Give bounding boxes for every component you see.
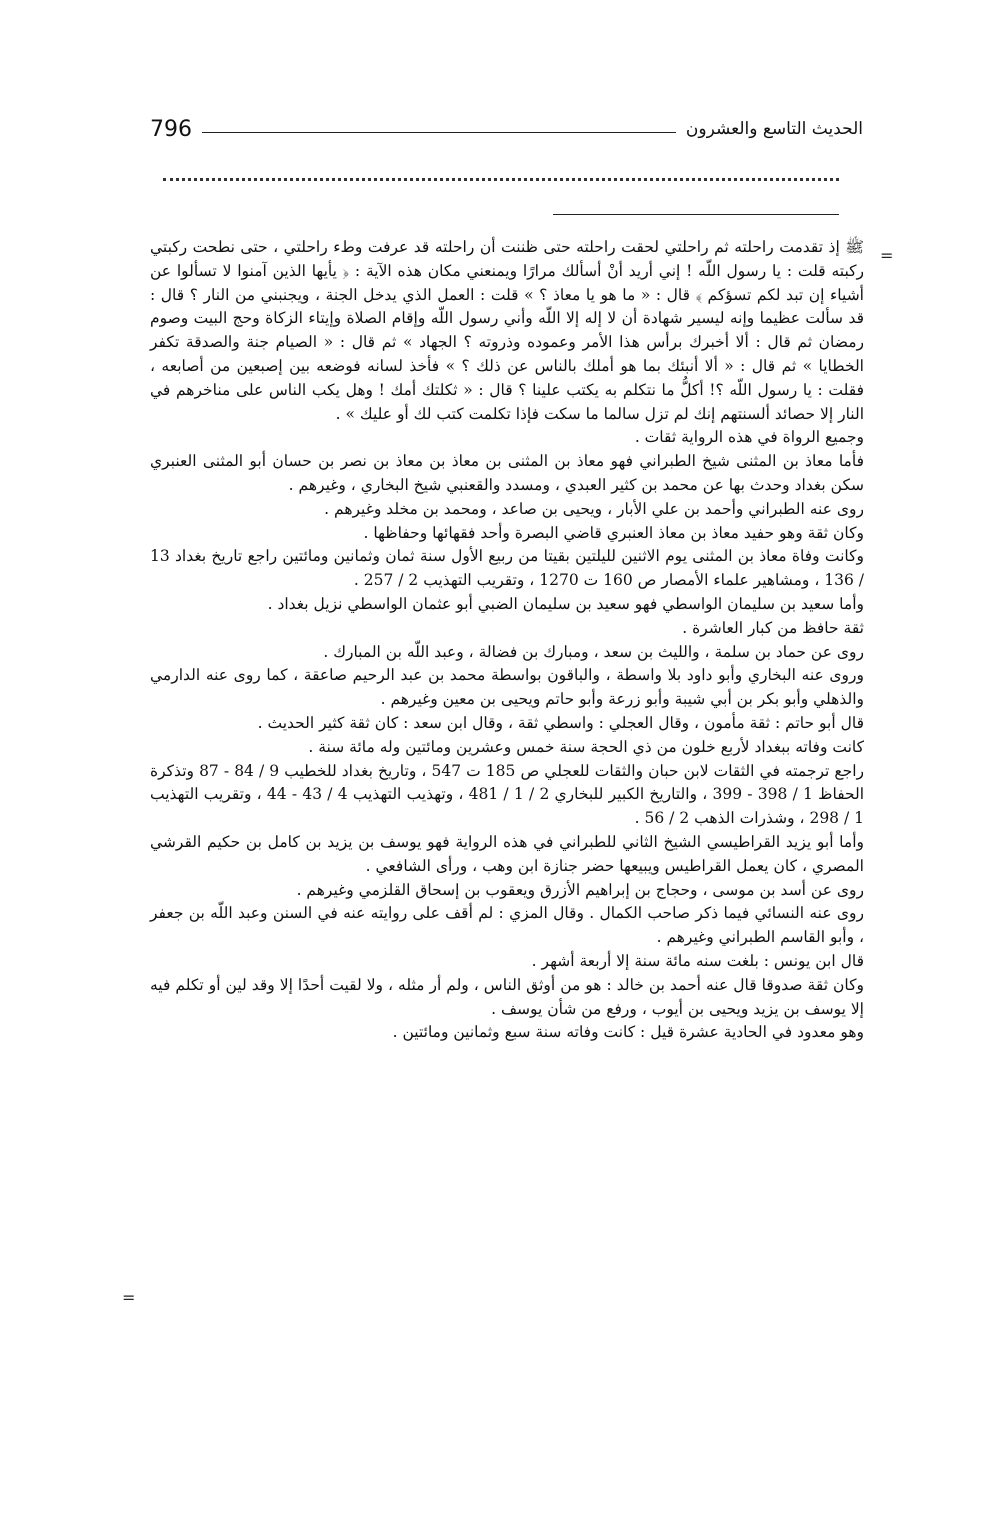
paragraph: فأما معاذ بن المثنى شيخ الطبراني فهو معاذ بن المثنى بن معاذ بن معاذ بن نصر بن حسان أبو المثنى العنبري سكن بغداد وحدث بها عن محمد بن كثير العبدي ، ومسدد والقعنبي شيخ البخاري ، وغيرهم . — [150, 452, 864, 494]
paragraph: وهو معدود في الحادية عشرة قيل : كانت وفاته سنة سبع وثمانين ومائتين . — [392, 1023, 864, 1042]
paragraph: وأما أبو يزيد القراطيسي الشيخ الثاني للطبراني في هذه الرواية فهو يوسف بن يزيد بن كامل بن حكيم القرشي المصري ، كان يعمل القراطيس ويبيعها حضر جنازة ابن وهب ، ورأى الشافعي . — [150, 832, 864, 875]
paragraph: روى عنه النسائي فيما ذكر صاحب الكمال . وقال المزي : لم أقف على روايته عنه في السنن وعبد اللّه بن جعفر ، وأبو القاسم الطبراني وغيرهم . — [150, 904, 864, 947]
paragraph: وروى عنه البخاري وأبو داود بلا واسطة ، والباقون بواسطة محمد بن عبد الرحيم صاعقة ، كما روى عنه الدارمي والذهلي وأبو بكر بن أبي شيبة وأبو زرعة وأبو حاتم ويحيى بن معين وغيرهم . — [150, 666, 864, 709]
paragraph: روى عن حماد بن سلمة ، والليث بن سعد ، ومبارك بن فضالة ، وعبد اللّه بن المبارك . — [323, 642, 864, 661]
paragraph: وكان ثقة صدوقا قال عنه أحمد بن خالد : هو من أوثق الناس ، ولم أر مثله ، ولا لقيت أحدًا إلا وقد لين أو تكلم فيه إلا يوسف بن يزيد ويحيى بن أيوب ، ورفع من شأن يوسف . — [150, 975, 864, 1018]
paragraph: راجع ترجمته في الثقات لابن حبان والثقات للعجلي ص 185 ت 547 ، وتاريخ بغداد للخطيب 9 / 84 - 87 وتذكرة الحفاظ 1 / 398 - 399 ، والتاريخ الكبير للبخاري 2 / 1 / 481 ، وتهذيب التهذيب 4 / 43 - 44 ، وتقريب التهذيب 1 / 298 ، وشذرات الذهب 2 / 56 . — [150, 761, 865, 828]
paragraph: وجميع الرواة في هذه الرواية ثقات . — [634, 428, 864, 447]
paragraph: قال ابن يونس : بلغت سنه مائة سنة إلا أربعة أشهر . — [531, 951, 864, 970]
paragraph: قال أبو حاتم : ثقة مأمون ، وقال العجلي : واسطي ثقة ، وقال ابن سعد : كان ثقة كثير الحديث . — [257, 713, 864, 732]
footnote-body — [150, 236, 864, 1045]
footnote-rule — [553, 214, 839, 215]
paragraph: وأما سعيد بن سليمان الواسطي فهو سعيد بن سليمان الضبي أبو عثمان الواسطي نزيل بغداد . — [267, 594, 864, 613]
paragraph: كانت وفاته ببغداد لأربع خلون من ذي الحجة سنة خمس وعشرين ومائتين وله مائة سنة . — [308, 737, 864, 756]
paragraph: وكانت وفاة معاذ بن المثنى يوم الاثنين لليلتين بقيتا من ربيع الأول سنة ثمان وثمانين ومائتين راجع تاريخ بغداد 13 / 136 ، ومشاهير علماء الأمصار ص 160 ت 1270 ، وتقريب التهذيب 2 / 257 . — [150, 547, 864, 590]
continuation-mark-bottom: = — [122, 1288, 136, 1307]
header-rule — [202, 132, 676, 133]
running-title: الحديث التاسع والعشرون — [685, 119, 863, 139]
paragraph: ﷺ إذ تقدمت راحلته ثم راحلتي لحقت راحلته حتى ظننت أن راحلته قد عرفت وطء راحلتي ، حتى نطحت ركبتي ركبته قلت : يا رسول اللّه ! إني أريد أنْ أسألك مرارًا ويمنعني مكان هذه الآية : ﴿ يأيها الذين آمنوا لا تسألوا عن أشياء إن تبد لكم تسؤكم ﴾ قال : « ما هو يا معاذ ؟ » قلت : العمل الذي يدخل الجنة ، ويجنبني من النار ؟ قال : قد سألت عظيما وإنه ليسير شهادة أن لا إله إلا اللّه وأني رسول اللّه وإقام الصلاة وإيتاء الزكاة وحج البيت وصوم رمضان ثم قال : ألا أخبرك برأس هذا الأمر وعموده وذروته ؟ الجهاد » ثم قال : « الصيام جنة والصدقة تكفر الخطايا » ثم قال : « ألا أنبئك بما هو أملك بالناس عن ذلك ؟ » فأخذ لسانه فوضعه بين إصبعين من أصابعه ، فقلت : يا رسول اللّه ؟! أكلُّ ما نتكلم به يكتب علينا ؟ قال : « ثكلتك أمك ! وهل يكب الناس على مناخرهم في النار إلا حصائد ألسنتهم إنك لم تزل سالما ما سكت فإذا تكلمت كتب لك أو عليك » . — [150, 238, 864, 423]
continuation-mark-top: = — [880, 246, 894, 265]
page-number: 796 — [150, 116, 192, 142]
paragraph: وكان ثقة وهو حفيد معاذ بن معاذ العنبري قاضي البصرة وأحد فقهائها وحفاظها . — [363, 523, 864, 542]
paragraph: روى عن أسد بن موسى ، وحجاج بن إبراهيم الأزرق ويعقوب بن إسحاق القلزمي وغيرهم . — [296, 880, 864, 899]
dotted-separator — [163, 178, 839, 187]
page-header — [150, 112, 863, 146]
paragraph: روى عنه الطبراني وأحمد بن علي الأبار ، ويحيى بن صاعد ، ومحمد بن مخلد وغيرهم . — [324, 499, 864, 518]
paragraph: ثقة حافظ من كبار العاشرة . — [682, 618, 864, 637]
